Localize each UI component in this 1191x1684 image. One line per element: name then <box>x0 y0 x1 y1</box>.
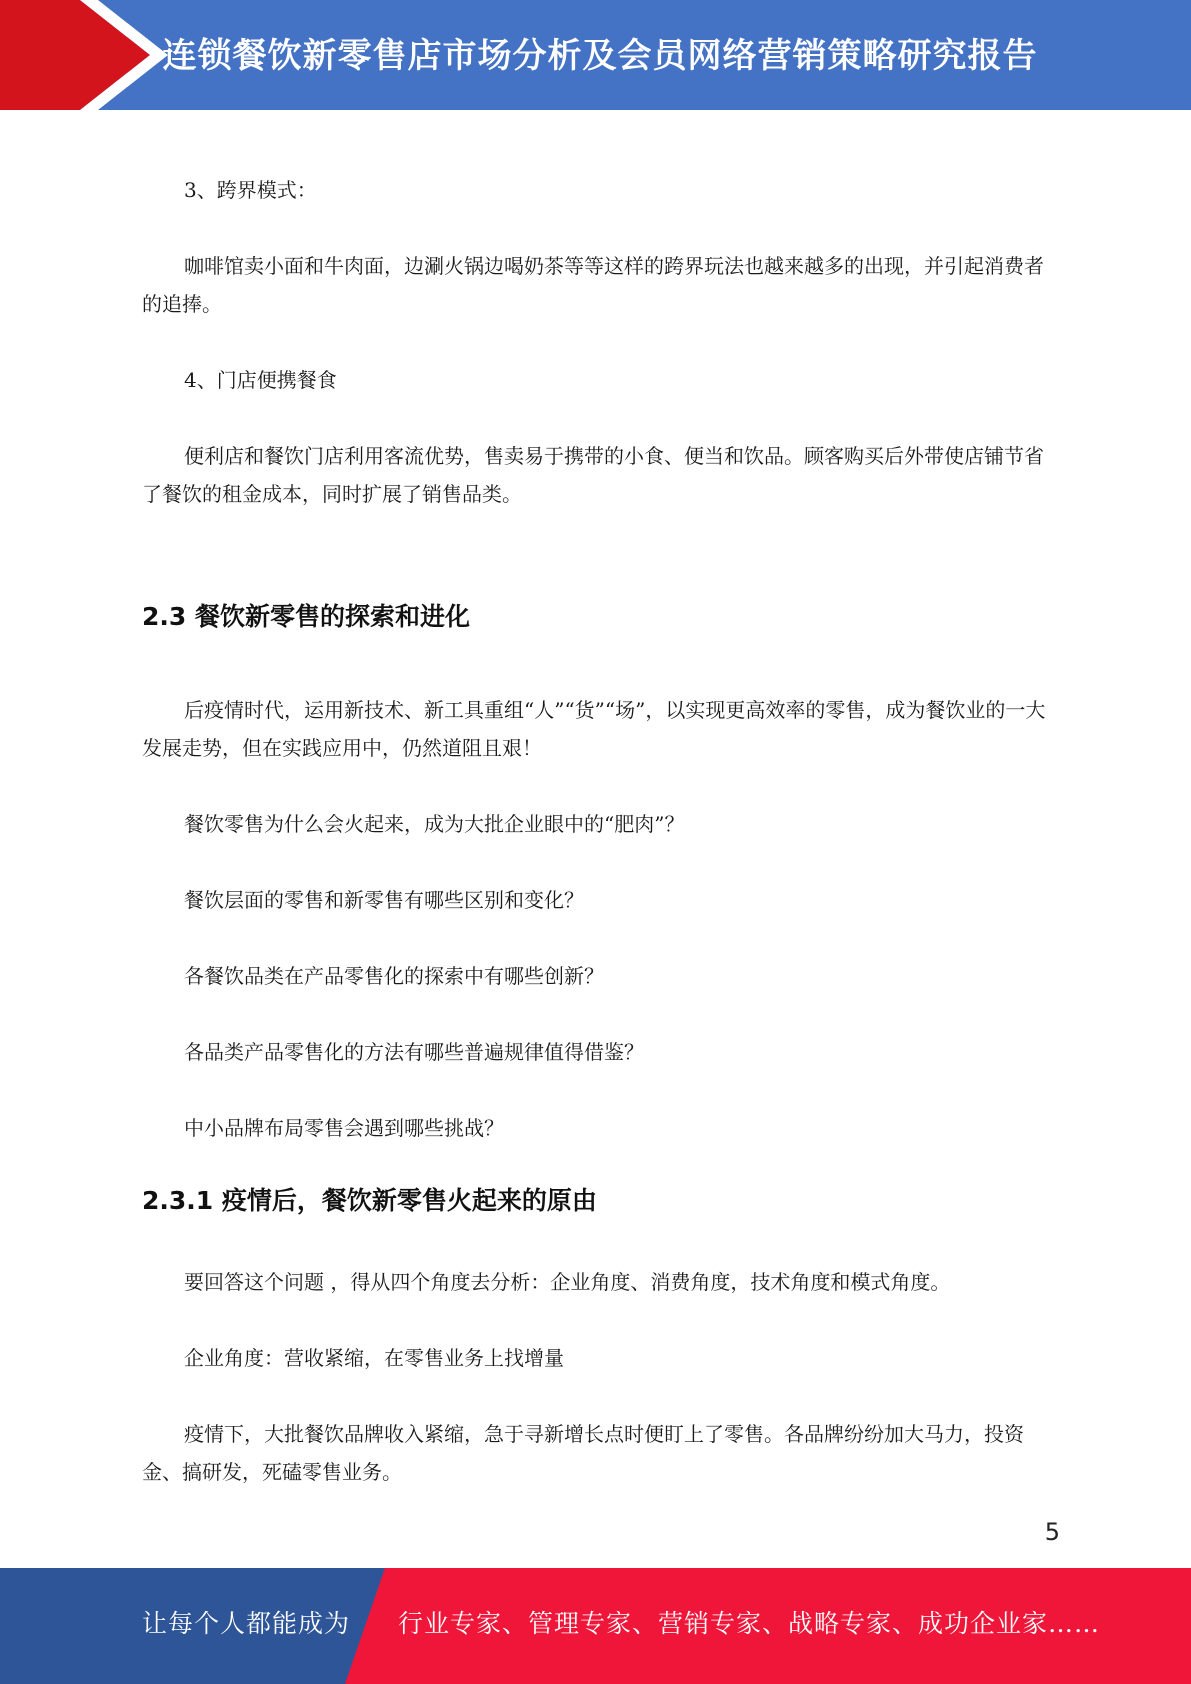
paragraph: 疫情下，大批餐饮品牌收入紧缩，急于寻新增长点时便盯上了零售。各品牌纷纷加大马力，投资金、搞研发，死磕零售业务。 <box>142 1422 1024 1484</box>
list-item-heading: 4、门店便携餐食 <box>184 368 337 392</box>
footer-slogan-right: 行业专家、管理专家、营销专家、战略专家、成功企业家…… <box>398 1609 1101 1638</box>
page-number: 5 <box>1044 1518 1060 1546</box>
page-footer <box>0 1568 1191 1684</box>
question-line: 各餐饮品类在产品零售化的探索中有哪些创新？ <box>184 964 604 988</box>
paragraph: 企业角度：营收紧缩，在零售业务上找增量 <box>184 1346 564 1370</box>
paragraph: 要回答这个问题 ，得从四个角度去分析：企业角度、消费角度，技术角度和模式角度。 <box>184 1270 951 1294</box>
list-item-heading: 3、跨界模式： <box>184 178 317 202</box>
subsection-heading: 2.3.1 疫情后，餐饮新零售火起来的原由 <box>142 1186 597 1215</box>
question-line: 中小品牌布局零售会遇到哪些挑战？ <box>184 1116 504 1140</box>
footer-slogan-left: 让每个人都能成为 <box>142 1609 351 1638</box>
report-title: 连锁餐饮新零售店市场分析及会员网络营销策略研究报告 <box>162 36 1038 76</box>
paragraph: 后疫情时代，运用新技术、新工具重组“人”“货”“场”，以实现更高效率的零售，成为餐饮业的一大发展走势，但在实践应用中，仍然道阻且艰！ <box>142 698 1046 760</box>
question-line: 各品类产品零售化的方法有哪些普遍规律值得借鉴？ <box>184 1040 644 1064</box>
paragraph: 便利店和餐饮门店利用客流优势，售卖易于携带的小食、便当和饮品。顾客购买后外带使店铺节省了餐饮的租金成本，同时扩展了销售品类。 <box>142 444 1044 506</box>
section-heading: 2.3 餐饮新零售的探索和进化 <box>142 602 470 631</box>
question-line: 餐饮层面的零售和新零售有哪些区别和变化？ <box>184 888 584 912</box>
paragraph: 咖啡馆卖小面和牛肉面，边涮火锅边喝奶茶等等这样的跨界玩法也越来越多的出现，并引起消费者的追捧。 <box>142 254 1044 316</box>
page-header <box>0 0 1191 110</box>
question-line: 餐饮零售为什么会火起来，成为大批企业眼中的“肥肉”？ <box>184 812 685 836</box>
